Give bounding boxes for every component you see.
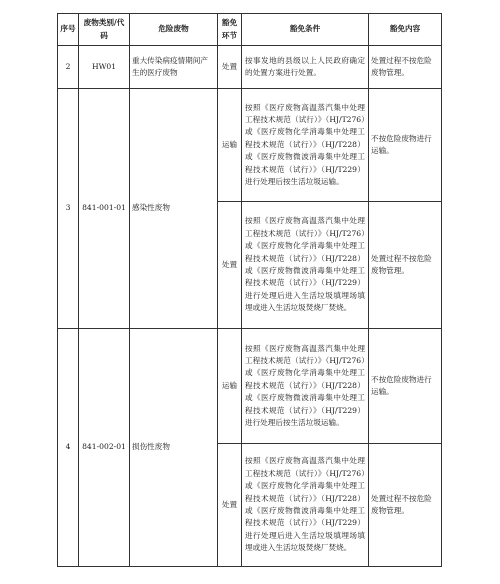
header-condition: 豁免条件: [242, 14, 369, 46]
content-cell: 处置过程不按危险废物管理。: [369, 202, 442, 329]
waste-cell: 重大传染病疫情期间产生的医疗废物: [130, 46, 218, 89]
code-cell: 841-001-01: [79, 89, 130, 329]
header-stage: 豁免环节: [218, 14, 242, 46]
condition-cell: 按事发地的县级以上人民政府确定的处置方案进行处置。: [242, 46, 369, 89]
condition-cell: 按照《医疗废物高温蒸汽集中处理工程技术规范（试行）》（HJ/T276）或《医疗废物化学消毒集中处理工程技术规范（试行）》（HJ/T228）或《医疗废物微波消毒集中处理工程技术规范（试行）》（HJ/T229）进行处理后进入生活垃圾填埋场填埋或进入生活垃圾焚烧厂焚烧。: [242, 444, 369, 567]
stage-cell: 运输: [218, 329, 242, 444]
table-row-4-transport: [58, 329, 442, 444]
seq-cell: 4: [58, 329, 79, 567]
content-cell: 处置过程不按危险废物管理。: [369, 444, 442, 567]
waste-cell: 损伤性废物: [130, 329, 218, 567]
stage-cell: 处置: [218, 46, 242, 89]
stage-cell: 处置: [218, 202, 242, 329]
condition-cell: 按照《医疗废物高温蒸汽集中处理工程技术规范（试行）》（HJ/T276）或《医疗废物化学消毒集中处理工程技术规范（试行）》（HJ/T228）或《医疗废物微波消毒集中处理工程技术规范（试行）》（HJ/T229）进行处理后按生活垃圾运输。: [242, 89, 369, 202]
seq-cell: 3: [58, 89, 79, 329]
content-cell: 不按危险废物进行运输。: [369, 89, 442, 202]
exemption-table: [57, 13, 442, 567]
waste-cell: 感染性废物: [130, 89, 218, 329]
table-row-2: [58, 46, 442, 89]
content-cell: 处置过程不按危险废物管理。: [369, 46, 442, 89]
stage-cell: 处置: [218, 444, 242, 567]
header-content: 豁免内容: [369, 14, 442, 46]
seq-cell: 2: [58, 46, 79, 89]
code-cell: 841-002-01: [79, 329, 130, 567]
condition-cell: 按照《医疗废物高温蒸汽集中处理工程技术规范（试行）》（HJ/T276）或《医疗废物化学消毒集中处理工程技术规范（试行）》（HJ/T228）或《医疗废物微波消毒集中处理工程技术规范（试行）》（HJ/T229）进行处理后进入生活垃圾填埋场填埋或进入生活垃圾焚烧厂焚烧。: [242, 202, 369, 329]
condition-cell: 按照《医疗废物高温蒸汽集中处理工程技术规范（试行）》（HJ/T276）或《医疗废物化学消毒集中处理工程技术规范（试行）》（HJ/T228）或《医疗废物微波消毒集中处理工程技术规范（试行）》（HJ/T229）进行处理后按生活垃圾运输。: [242, 329, 369, 444]
code-cell: HW01: [79, 46, 130, 89]
content-cell: 不按危险废物进行运输。: [369, 329, 442, 444]
header-row: [58, 14, 442, 46]
header-code: 废物类别/代码: [79, 14, 130, 46]
table-row-3-transport: [58, 89, 442, 202]
header-waste: 危险废物: [130, 14, 218, 46]
stage-cell: 运输: [218, 89, 242, 202]
header-seq: 序号: [58, 14, 79, 46]
